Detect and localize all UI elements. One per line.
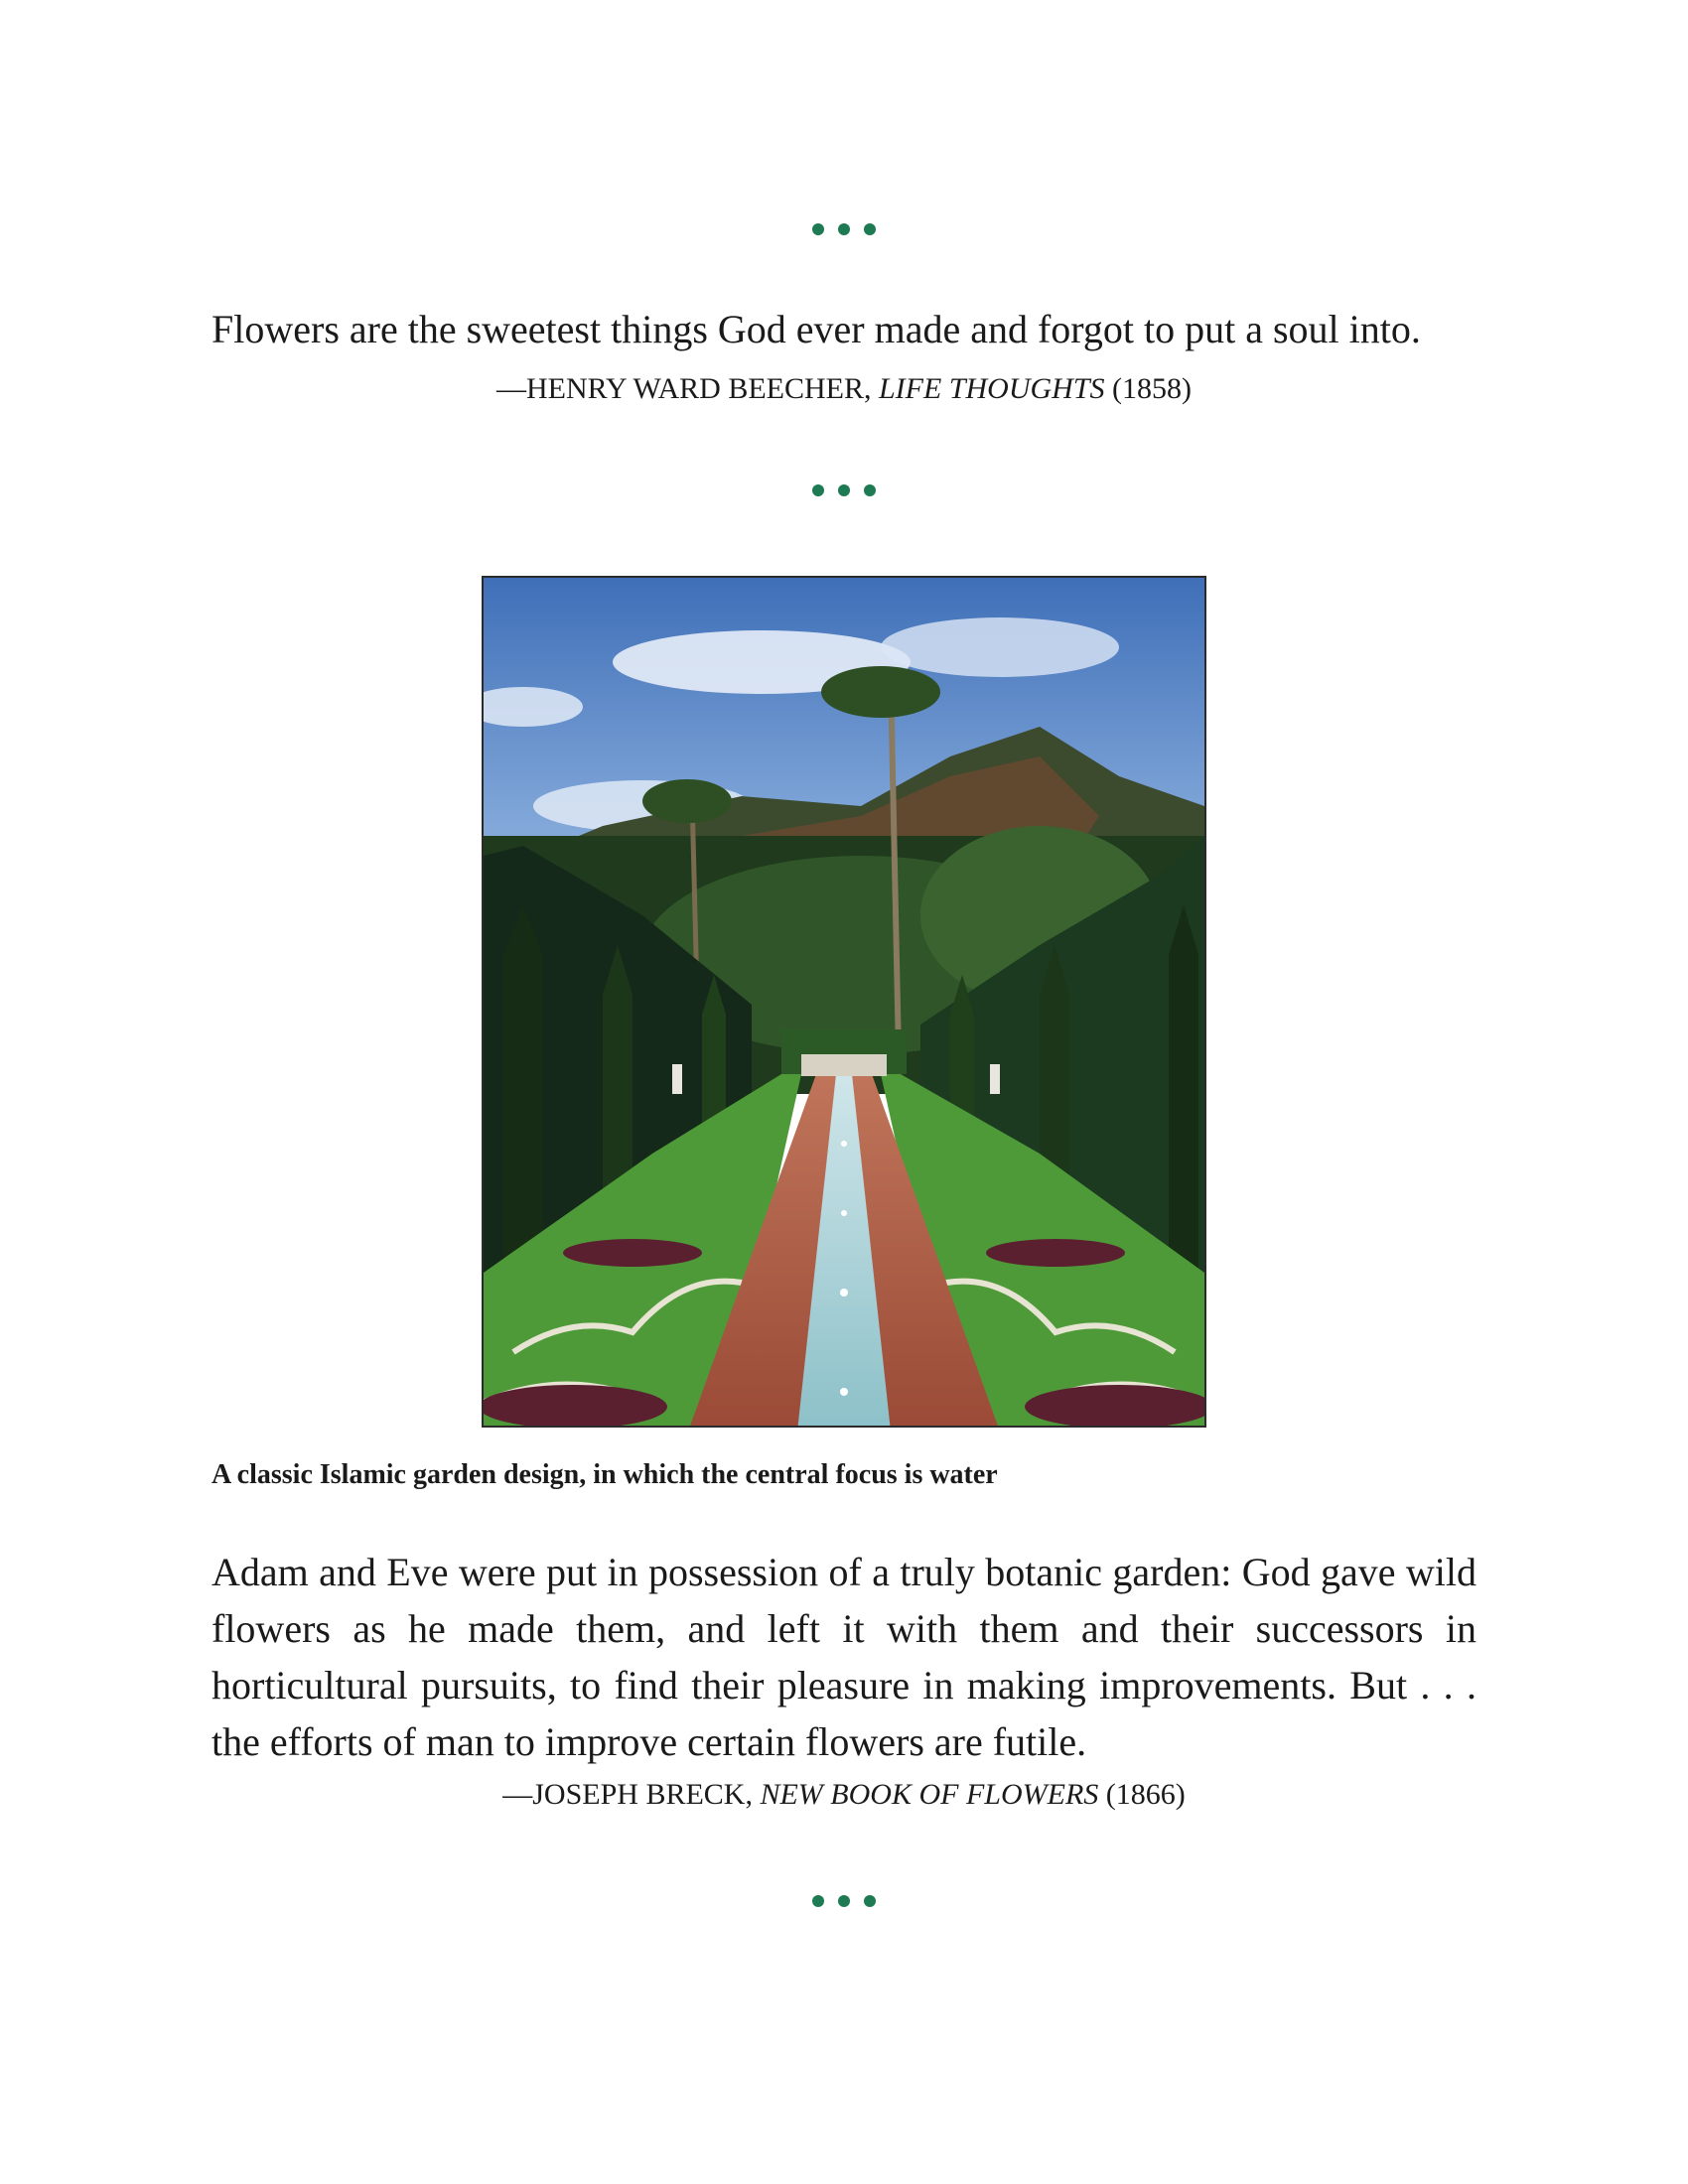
quote-breck: Adam and Eve were put in possession of a truly botanic garden: God gave wild flowers as he made them, and left it with them and their successors in horticultural pursuits, to find their pleasure in making improvements. But . . . the efforts of man to improve certain flowers are futile. <box>211 1550 1477 1764</box>
divider-dot <box>812 484 824 496</box>
garden-illustration <box>484 578 1204 1426</box>
attribution-author: —HENRY WARD BEECHER, <box>495 372 879 405</box>
figure-caption: A classic Islamic garden design, in which the central focus is water <box>211 1459 998 1490</box>
section-divider-top <box>0 222 1688 242</box>
attribution-beecher <box>0 369 1688 409</box>
garden-photo <box>482 576 1206 1428</box>
section-divider-bottom <box>0 1894 1688 1914</box>
attribution-year: (1858) <box>1104 372 1193 405</box>
divider-dot <box>812 223 824 235</box>
attribution-author: —JOSEPH BRECK, <box>502 1778 761 1811</box>
divider-dot <box>838 484 850 496</box>
divider-dot <box>838 223 850 235</box>
attribution-book-title: LIFE THOUGHTS <box>879 372 1105 405</box>
quote-beecher: Flowers are the sweetest things God ever made and forgot to put a soul into. <box>211 307 1421 351</box>
divider-dot <box>864 1895 876 1907</box>
divider-dot <box>812 1895 824 1907</box>
divider-dot <box>864 484 876 496</box>
divider-dot <box>838 1895 850 1907</box>
attribution-breck <box>0 1775 1688 1815</box>
section-divider-middle <box>0 483 1688 503</box>
attribution-year: (1866) <box>1098 1778 1186 1811</box>
divider-dot <box>864 223 876 235</box>
attribution-book-title: NEW BOOK OF FLOWERS <box>760 1778 1099 1811</box>
